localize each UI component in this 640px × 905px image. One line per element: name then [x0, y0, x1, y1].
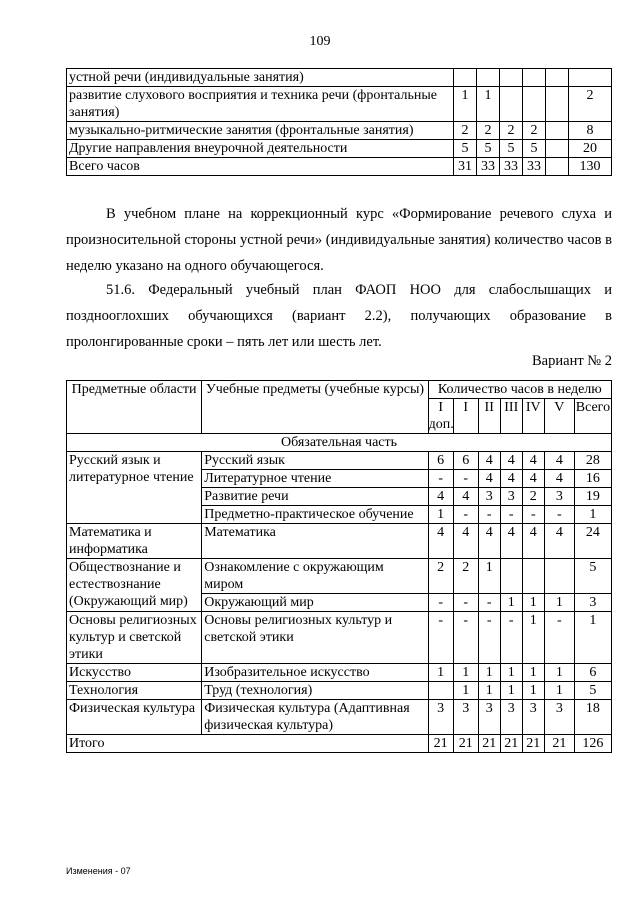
grade-header: IV	[522, 399, 544, 434]
hours-cell	[546, 158, 569, 176]
grade-header: III	[500, 399, 522, 434]
hours-cell: 3	[544, 488, 574, 506]
hours-cell: 4	[500, 452, 522, 470]
hours-cell: 1	[544, 594, 574, 612]
subject-cell: Труд (технология)	[202, 682, 428, 700]
hours-cell: 4	[522, 524, 544, 559]
hours-cell: 1	[500, 682, 522, 700]
hours-cell: 1	[574, 506, 611, 524]
hours-cell: 3	[522, 700, 544, 735]
hours-cell: 1	[453, 664, 478, 682]
area-cell: Физическая культура	[67, 700, 202, 735]
total-cell: 130	[569, 158, 612, 176]
hours-cell: -	[453, 470, 478, 488]
table-row	[67, 700, 612, 735]
hours-cell: 1	[478, 664, 500, 682]
total-cell: 8	[569, 122, 612, 140]
total-cell: 2	[569, 87, 612, 122]
hours-cell: -	[453, 506, 478, 524]
hours-cell	[522, 559, 544, 594]
top-hours-table	[66, 68, 612, 176]
hours-cell: 1	[544, 664, 574, 682]
hours-cell: 4	[544, 524, 574, 559]
hours-cell: 5	[454, 140, 477, 158]
hours-cell: 4	[453, 524, 478, 559]
area-cell: Технология	[67, 682, 202, 700]
hours-cell: 19	[574, 488, 611, 506]
hours-cell: 4	[428, 524, 453, 559]
table-row	[67, 524, 612, 559]
hours-cell	[546, 87, 569, 122]
hours-cell: 1	[522, 682, 544, 700]
hours-cell: 4	[453, 488, 478, 506]
hours-cell: 33	[523, 158, 546, 176]
hours-cell	[523, 87, 546, 122]
hours-cell: 2	[522, 488, 544, 506]
table-row	[67, 682, 612, 700]
hours-cell: 2	[453, 559, 478, 594]
hours-cell: -	[544, 612, 574, 664]
hours-cell: 18	[574, 700, 611, 735]
hours-cell: 28	[574, 452, 611, 470]
hours-cell: 4	[478, 524, 500, 559]
hours-cell: 1	[453, 682, 478, 700]
hours-cell	[500, 87, 523, 122]
table-row	[67, 87, 612, 122]
hours-cell: -	[428, 612, 453, 664]
hours-cell: 5	[574, 682, 611, 700]
hours-cell: -	[453, 612, 478, 664]
hours-cell: 5	[523, 140, 546, 158]
hours-cell: 31	[454, 158, 477, 176]
table-row	[67, 664, 612, 682]
hours-cell: 1	[574, 612, 611, 664]
hours-cell: 3	[574, 594, 611, 612]
header-subjects: Учебные предметы (учебные курсы)	[202, 381, 428, 434]
grade-header: II	[478, 399, 500, 434]
row-label: Другие направления внеурочной деятельности	[67, 140, 454, 158]
hours-cell	[500, 69, 523, 87]
section-row	[67, 434, 612, 452]
table-row	[67, 158, 612, 176]
table-row	[67, 140, 612, 158]
total-cell: 20	[569, 140, 612, 158]
hours-cell: 6	[428, 452, 453, 470]
hours-cell: 3	[478, 700, 500, 735]
table-row	[67, 452, 612, 470]
hours-cell: 24	[574, 524, 611, 559]
curriculum-plan-table	[66, 380, 612, 753]
hours-cell: 4	[522, 452, 544, 470]
hours-cell: 5	[574, 559, 611, 594]
table-row	[67, 122, 612, 140]
area-cell: Обществознание и естествознание (Окружающий мир)	[67, 559, 202, 612]
hours-cell	[546, 69, 569, 87]
paragraph-section-51-6: 51.6. Федеральный учебный план ФАОП НОО для слабослышащих и позднооглохших обучающихся (вариант 2.2), получающих образование в пролонгированные сроки – пять лет или шесть лет.	[66, 282, 612, 350]
hours-cell: -	[544, 506, 574, 524]
total-cell	[569, 69, 612, 87]
hours-cell: 2	[500, 122, 523, 140]
hours-cell: 2	[477, 122, 500, 140]
hours-cell: 3	[428, 700, 453, 735]
paragraph-note: В учебном плане на коррекционный курс «Формирование речевого слуха и произносительной стороны устной речи» (индивидуальные занятия) количество часов в неделю указано на одного обучающегося.	[66, 206, 612, 274]
hours-cell: 3	[453, 700, 478, 735]
header-hours: Количество часов в неделю	[428, 381, 611, 399]
row-label: развитие слухового восприятия и техника речи (фронтальные занятия)	[67, 87, 454, 122]
area-cell: Искусство	[67, 664, 202, 682]
header-areas: Предметные области	[67, 381, 202, 434]
subject-cell: Предметно-практическое обучение	[202, 506, 428, 524]
section-title: Обязательная часть	[67, 434, 612, 452]
hours-cell: 3	[500, 488, 522, 506]
row-label: Всего часов	[67, 158, 454, 176]
total-cell: 21	[500, 735, 522, 753]
hours-cell: 1	[500, 594, 522, 612]
hours-cell: -	[500, 612, 522, 664]
hours-cell: 4	[428, 488, 453, 506]
hours-cell	[546, 122, 569, 140]
grade-header: I	[453, 399, 478, 434]
hours-cell: -	[478, 506, 500, 524]
total-cell: 21	[478, 735, 500, 753]
hours-cell	[500, 559, 522, 594]
hours-cell: -	[500, 506, 522, 524]
hours-cell	[544, 559, 574, 594]
table-row	[67, 559, 612, 594]
hours-cell: 6	[574, 664, 611, 682]
hours-cell: 3	[478, 488, 500, 506]
row-label: устной речи (индивидуальные занятия)	[67, 69, 454, 87]
table-row	[67, 612, 612, 664]
grade-header: V	[544, 399, 574, 434]
area-cell: Русский язык и литературное чтение	[67, 452, 202, 524]
subject-cell: Физическая культура (Адаптивная физическая культура)	[202, 700, 428, 735]
hours-cell	[546, 140, 569, 158]
footer-note: Изменения - 07	[66, 866, 131, 876]
hours-cell: -	[453, 594, 478, 612]
hours-cell	[477, 69, 500, 87]
total-cell: 21	[522, 735, 544, 753]
hours-cell: 4	[544, 452, 574, 470]
hours-cell: 16	[574, 470, 611, 488]
hours-cell	[454, 69, 477, 87]
hours-cell: 6	[453, 452, 478, 470]
total-cell: 21	[453, 735, 478, 753]
hours-cell: 2	[428, 559, 453, 594]
variant-label: Вариант № 2	[532, 353, 612, 369]
hours-cell: 4	[544, 470, 574, 488]
grade-header: Всего	[574, 399, 611, 434]
hours-cell: 1	[477, 87, 500, 122]
subject-cell: Изобразительное искусство	[202, 664, 428, 682]
hours-cell: 33	[477, 158, 500, 176]
hours-cell: -	[478, 612, 500, 664]
subject-cell: Развитие речи	[202, 488, 428, 506]
hours-cell: 5	[477, 140, 500, 158]
row-label: музыкально-ритмические занятия (фронтальные занятия)	[67, 122, 454, 140]
hours-cell: 1	[428, 506, 453, 524]
hours-cell: 3	[500, 700, 522, 735]
hours-cell: 4	[522, 470, 544, 488]
subject-cell: Русский язык	[202, 452, 428, 470]
hours-cell: 1	[500, 664, 522, 682]
hours-cell: 5	[500, 140, 523, 158]
hours-cell: 4	[478, 470, 500, 488]
total-label: Итого	[67, 735, 429, 753]
subject-cell: Математика	[202, 524, 428, 559]
hours-cell: 3	[544, 700, 574, 735]
hours-cell: 33	[500, 158, 523, 176]
hours-cell: -	[522, 506, 544, 524]
hours-cell: 2	[454, 122, 477, 140]
grade-header: I доп.	[428, 400, 454, 432]
total-cell: 126	[574, 735, 611, 753]
total-cell: 21	[428, 735, 453, 753]
hours-cell	[523, 69, 546, 87]
hours-cell: 2	[523, 122, 546, 140]
hours-cell	[428, 682, 453, 700]
table-row	[67, 69, 612, 87]
hours-cell: 1	[522, 612, 544, 664]
hours-cell: 1	[478, 559, 500, 594]
hours-cell: 1	[454, 87, 477, 122]
subject-cell: Литературное чтение	[202, 470, 428, 488]
hours-cell: 1	[478, 682, 500, 700]
total-cell: 21	[544, 735, 574, 753]
area-cell: Математика и информатика	[67, 524, 202, 559]
page-number: 109	[309, 34, 331, 49]
hours-cell: 1	[522, 594, 544, 612]
hours-cell: 4	[500, 470, 522, 488]
subject-cell: Основы религиозных культур и светской этики	[202, 612, 428, 664]
hours-cell: 4	[478, 452, 500, 470]
hours-cell: 4	[500, 524, 522, 559]
subject-cell: Ознакомление с окружающим миром	[202, 559, 428, 594]
hours-cell: -	[428, 470, 453, 488]
hours-cell: -	[428, 594, 453, 612]
area-cell: Основы религиозных культур и светской этики	[67, 612, 202, 664]
subject-cell: Окружающий мир	[202, 594, 428, 612]
hours-cell: 1	[522, 664, 544, 682]
hours-cell: -	[478, 594, 500, 612]
total-row	[67, 735, 612, 753]
hours-cell: 1	[428, 664, 453, 682]
hours-cell: 1	[544, 682, 574, 700]
